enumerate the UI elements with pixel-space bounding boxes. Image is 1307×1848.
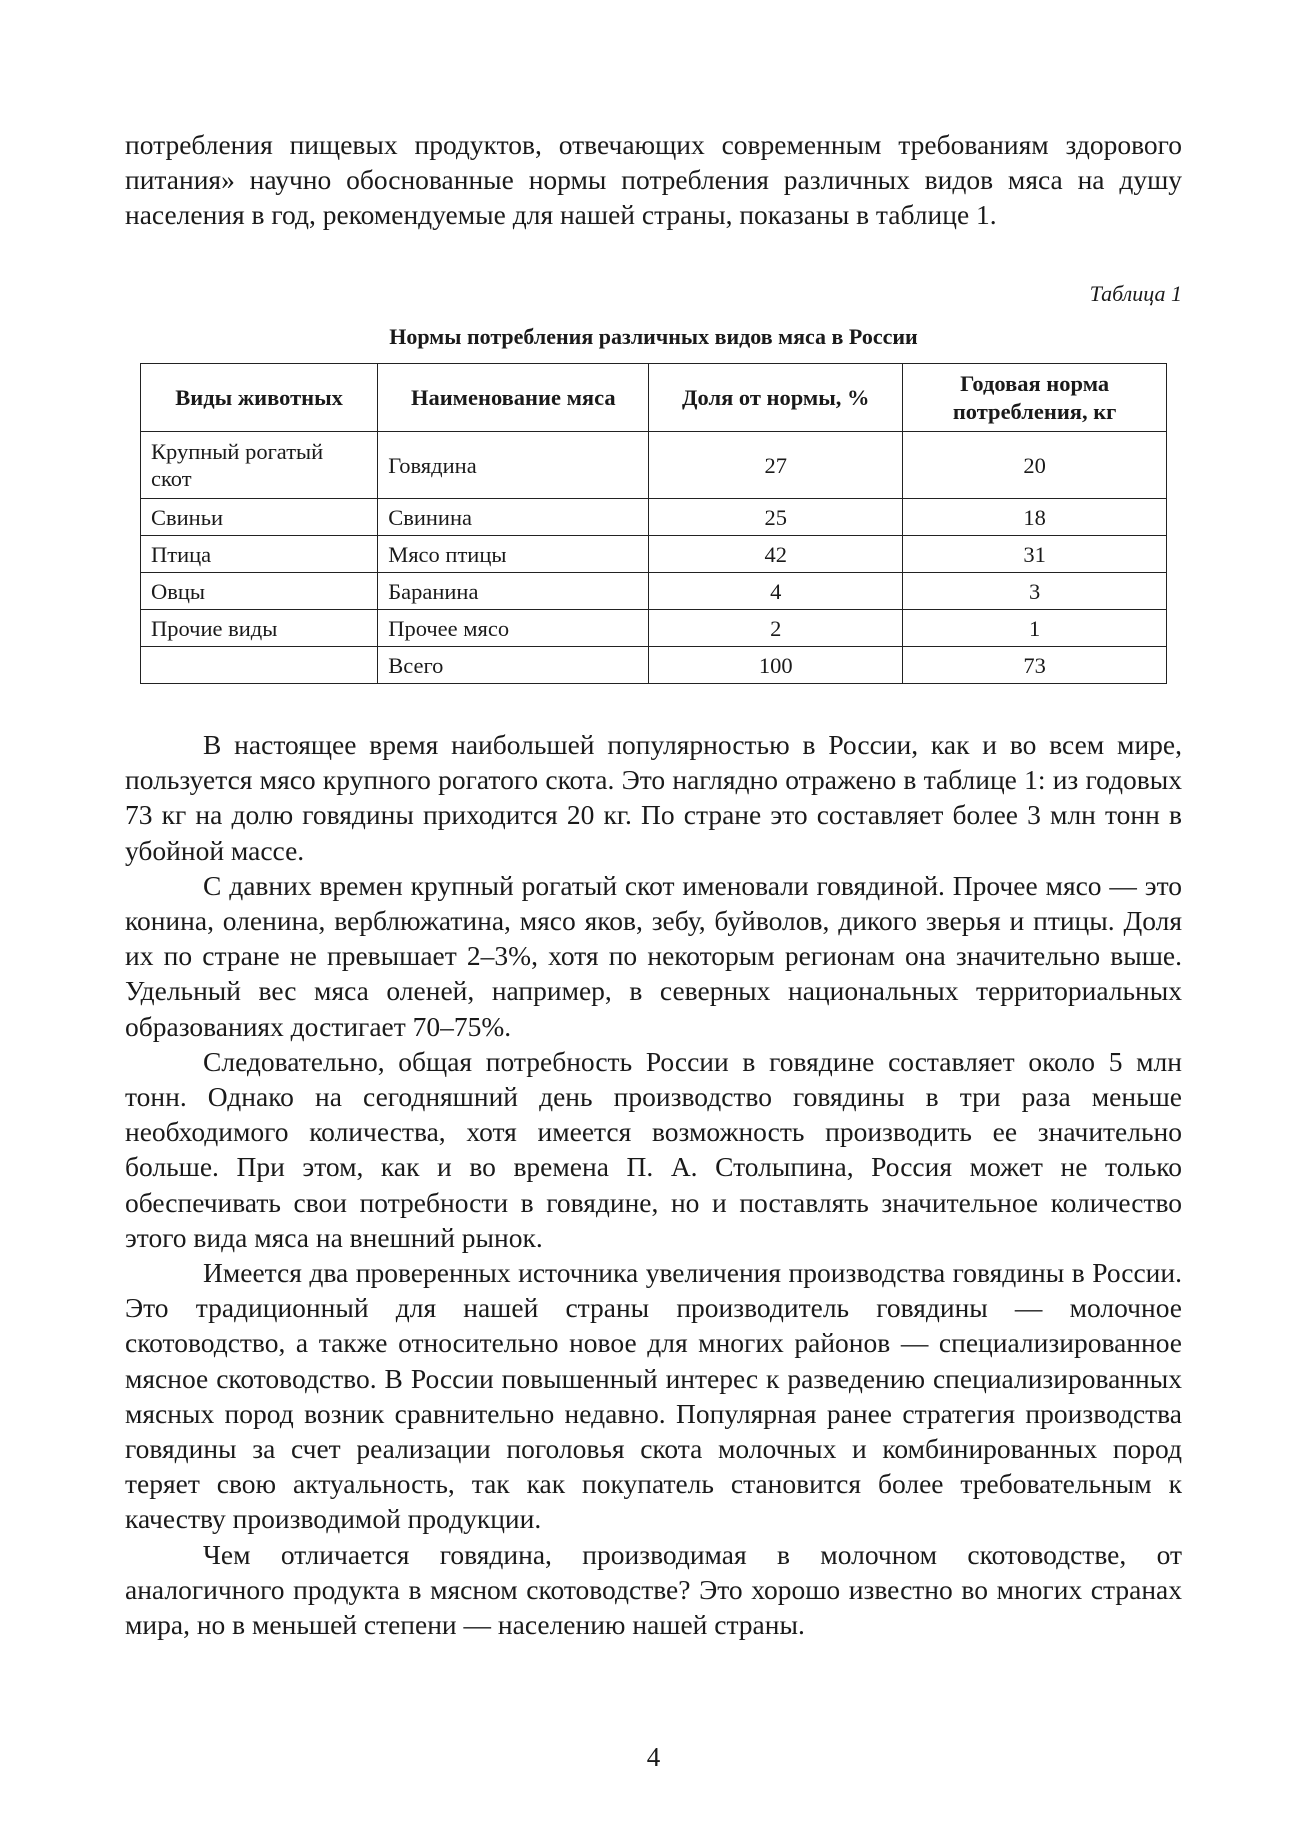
paragraph: С давних времен крупный рогатый скот именовали говядиной. Прочее мясо — это конина, оленина, верблюжатина, мясо яков, зебу, буйволов, дикого зверья и птицы. Доля их по стране не превышает 2–3%, хотя по некоторым регионам она значительно выше. Удельный вес мяса оленей, например, в северных национальных территориальных образованиях достигает 70–75%.: [125, 869, 1182, 1042]
table-cell: [141, 647, 378, 684]
intro-paragraph: [125, 127, 1182, 233]
table-cell: 4: [649, 573, 903, 610]
table-cell: Прочие виды: [141, 610, 378, 647]
table-row: [141, 499, 1167, 536]
table-cell: Баранина: [378, 573, 649, 610]
table-cell: 3: [903, 573, 1167, 610]
table-cell: Свинина: [378, 499, 649, 536]
header-cell-animal-type: Виды животных: [141, 364, 378, 432]
paragraph: потребления пищевых продуктов, отвечающих современным требованиям здорового питания» научно обоснованные нормы потребления различных видов мяса на душу населения в год, рекомендуемые для нашей страны, показаны в таблице 1.: [125, 129, 1182, 231]
table-cell: 42: [649, 536, 903, 573]
paragraph: Следовательно, общая потребность России в говядине составляет около 5 млн тонн. Однако на сегодняшний день производство говядины в три раза меньше необходимого количества, хотя имеется возможность производить ее значительно больше. При этом, как и во времена П. А. Столыпина, Россия может не только обеспечивать свои потребности в говядине, но и поставлять значительное количество этого вида мяса на внешний рынок.: [125, 1045, 1182, 1253]
table-label: Таблица 1: [1089, 281, 1182, 306]
paragraph: Имеется два проверенных источника увеличения производства говядины в России. Это традиционный для нашей страны производитель говядины — молочное скотоводство, а также относительно новое для многих районов — специализированное мясное скотоводство. В России повышенный интерес к разведению специализированных мясных пород возник сравнительно недавно. Популярная ранее стратегия производства говядины за счет реализации поголовья скота молочных и комбинированных пород теряет свою актуальность, так как покупатель становится более требовательным к качеству производимой продукции.: [125, 1257, 1182, 1535]
table-cell: 2: [649, 610, 903, 647]
table-header-row: [141, 364, 1167, 432]
table-row: [141, 610, 1167, 647]
table-cell: Птица: [141, 536, 378, 573]
header-cell-share: Доля от нормы, %: [649, 364, 903, 432]
header-cell-annual-norm: Годовая норма потребления, кг: [903, 364, 1167, 432]
body-text: [125, 727, 1182, 1642]
table-cell: 25: [649, 499, 903, 536]
table-cell: Говядина: [378, 432, 649, 499]
table-cell: Крупный рогатый скот: [141, 432, 378, 499]
paragraph: Чем отличается говядина, производимая в молочном скотоводстве, от аналогичного продукта в мясном скотоводстве? Это хорошо известно во многих странах мира, но в меньшей степени — населению нашей страны.: [125, 1538, 1182, 1641]
table-cell: Всего: [378, 647, 649, 684]
table-cell: Свиньи: [141, 499, 378, 536]
table-cell: 31: [903, 536, 1167, 573]
table-total-row: [141, 647, 1167, 684]
table-cell: 20: [903, 432, 1167, 499]
table-title: Нормы потребления различных видов мяса в России: [389, 324, 918, 349]
table-cell: Мясо птицы: [378, 536, 649, 573]
page-number: 4: [646, 1742, 661, 1772]
table-row: [141, 432, 1167, 499]
header-cell-meat-name: Наименование мяса: [378, 364, 649, 432]
table-cell: 27: [649, 432, 903, 499]
table-cell: 18: [903, 499, 1167, 536]
table-row: [141, 573, 1167, 610]
table-cell: Овцы: [141, 573, 378, 610]
table-cell: 1: [903, 610, 1167, 647]
meat-norms-table: [140, 363, 1167, 684]
table-row: [141, 536, 1167, 573]
table-cell: Прочее мясо: [378, 610, 649, 647]
paragraph: В настоящее время наибольшей популярностью в России, как и во всем мире, пользуется мясо крупного рогатого скота. Это наглядно отражено в таблице 1: из годовых 73 кг на долю говядины приходится 20 кг. По стране это составляет более 3 млн тонн в убойной массе.: [125, 729, 1182, 866]
table-cell: 100: [649, 647, 903, 684]
table-cell: 73: [903, 647, 1167, 684]
